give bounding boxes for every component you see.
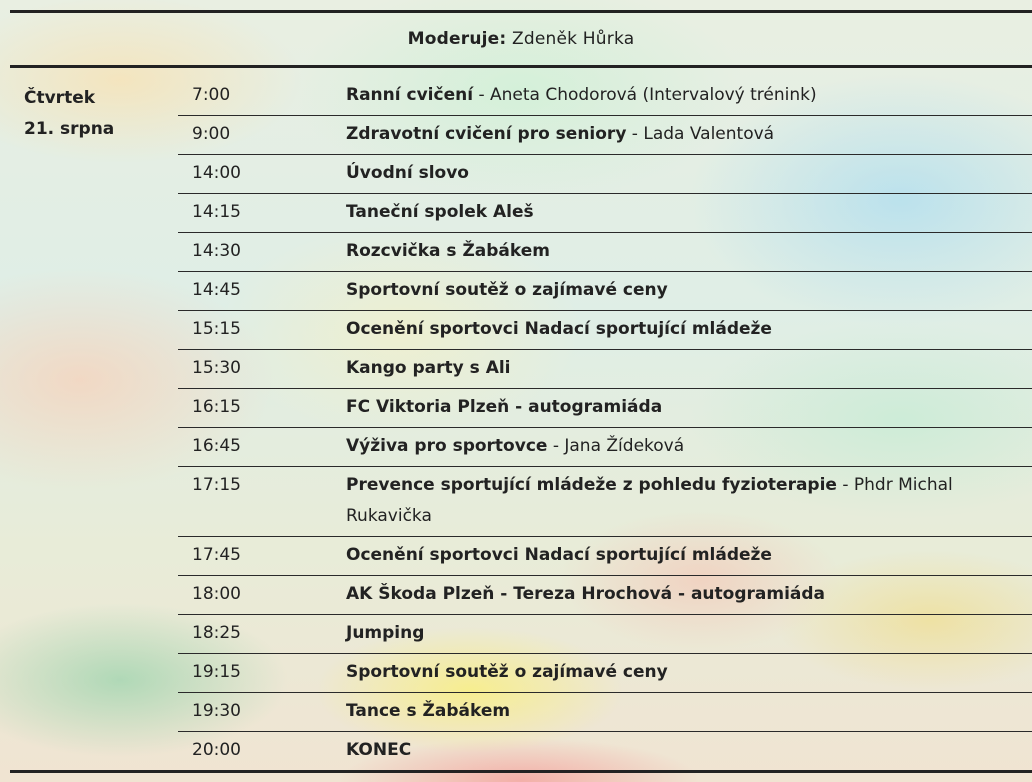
schedule-description: [346, 431, 1032, 462]
schedule-time: 14:15: [192, 202, 241, 222]
schedule-description: [346, 275, 1032, 306]
schedule-title: FC Viktoria Plzeň - autogramiáda: [346, 397, 663, 417]
schedule-row: [178, 271, 1032, 310]
schedule-time: 7:00: [192, 85, 231, 105]
day-weekday: Čtvrtek: [24, 88, 96, 108]
schedule-detail: - Aneta Chodorová (Intervalový trénink): [473, 85, 817, 105]
schedule-title: Tance s Žabákem: [346, 701, 511, 721]
day-label: [10, 68, 178, 770]
schedule-time: 17:15: [192, 475, 241, 495]
schedule-row: [178, 653, 1032, 692]
moderator-label: Moderuje:: [407, 29, 507, 49]
moderator-name: Zdeněk Hůrka: [512, 29, 635, 49]
schedule-time: 19:15: [192, 662, 241, 682]
schedule-title: Jumping: [346, 623, 425, 643]
schedule-title: Zdravotní cvičení pro seniory: [346, 124, 627, 144]
schedule-description: [346, 314, 1032, 345]
schedule-title: Ranní cvičení: [346, 85, 474, 105]
schedule-description: [346, 618, 1032, 649]
schedule-title: Rozcvička s Žabákem: [346, 241, 550, 261]
schedule-row: [178, 68, 1032, 115]
schedule-description: [346, 657, 1032, 688]
schedule-title: KONEC: [346, 740, 412, 760]
schedule-description: [346, 735, 1032, 766]
schedule-time: 15:30: [192, 358, 241, 378]
schedule-title: Sportovní soutěž o zajímavé ceny: [346, 662, 668, 682]
schedule-row: [178, 154, 1032, 193]
day-date: 21. srpna: [24, 119, 115, 139]
schedule-row: [178, 575, 1032, 614]
schedule-title: Ocenění sportovci Nadací sportující mládeže: [346, 319, 772, 339]
schedule-title: Výživa pro sportovce: [346, 436, 548, 456]
schedule-description: [346, 158, 1032, 189]
schedule-description: [346, 80, 1032, 111]
schedule-row: [178, 427, 1032, 466]
schedule-row: [178, 692, 1032, 731]
schedule-list: [178, 68, 1032, 770]
schedule-time: 16:45: [192, 436, 241, 456]
schedule-title: AK Škoda Plzeň - Tereza Hrochová - autogramiáda: [346, 584, 826, 604]
schedule-title: Sportovní soutěž o zajímavé ceny: [346, 280, 668, 300]
moderator-line: [10, 13, 1032, 65]
schedule-time: 17:45: [192, 545, 241, 565]
schedule-row: [178, 349, 1032, 388]
schedule-description: [346, 470, 1032, 532]
schedule-detail: - Jana Žídeková: [547, 436, 685, 456]
schedule-title: Ocenění sportovci Nadací sportující mládeže: [346, 545, 772, 565]
schedule-row: [178, 536, 1032, 575]
schedule-time: 18:00: [192, 584, 241, 604]
schedule-time: 14:00: [192, 163, 241, 183]
program-table: [10, 10, 1032, 773]
bottom-rule: [10, 770, 1032, 773]
schedule-time: 14:30: [192, 241, 241, 261]
schedule-description: [346, 392, 1032, 423]
schedule-row: [178, 115, 1032, 154]
schedule-description: [346, 119, 1032, 150]
schedule-title: Taneční spolek Aleš: [346, 202, 534, 222]
schedule-detail: - Phdr Michal Rukavička: [346, 475, 953, 526]
schedule-time: 18:25: [192, 623, 241, 643]
day-block: [10, 68, 1032, 770]
schedule-row: [178, 193, 1032, 232]
schedule-row: [178, 310, 1032, 349]
schedule-title: Úvodní slovo: [346, 163, 469, 183]
schedule-row: [178, 731, 1032, 770]
schedule-time: 20:00: [192, 740, 241, 760]
schedule-time: 14:45: [192, 280, 241, 300]
schedule-description: [346, 540, 1032, 571]
schedule-description: [346, 579, 1032, 610]
schedule-description: [346, 197, 1032, 228]
schedule-time: 9:00: [192, 124, 231, 144]
schedule-detail: - Lada Valentová: [626, 124, 775, 144]
schedule-title: Prevence sportující mládeže z pohledu fyzioterapie: [346, 475, 837, 495]
schedule-description: [346, 236, 1032, 267]
schedule-time: 15:15: [192, 319, 241, 339]
schedule-time: 16:15: [192, 397, 241, 417]
schedule-row: [178, 388, 1032, 427]
schedule-row: [178, 614, 1032, 653]
schedule-row: [178, 232, 1032, 271]
schedule-row: [178, 466, 1032, 536]
schedule-title: Kango party s Ali: [346, 358, 511, 378]
schedule-description: [346, 353, 1032, 384]
schedule-description: [346, 696, 1032, 727]
schedule-time: 19:30: [192, 701, 241, 721]
